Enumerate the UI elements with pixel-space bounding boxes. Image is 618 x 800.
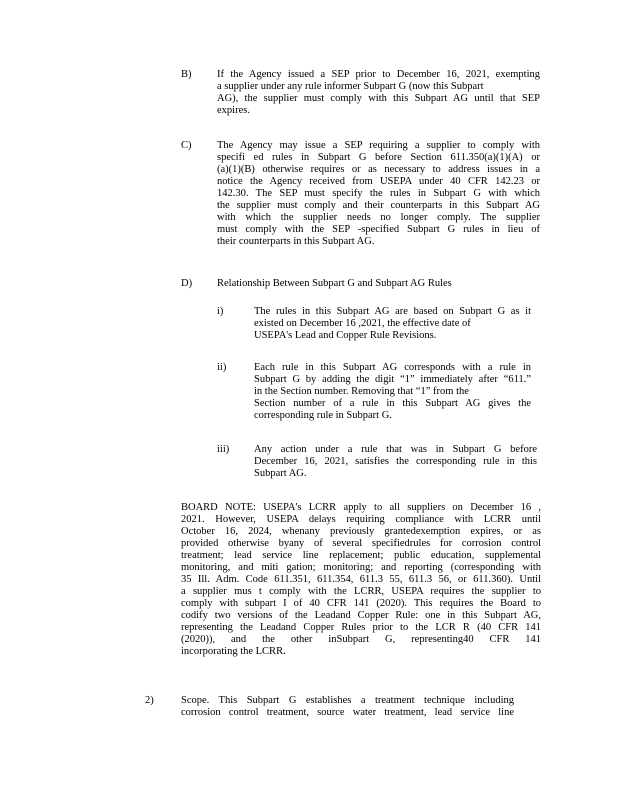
text-line: (a)(1)(B) otherwise requires or as necessary to address issues in a <box>217 164 540 175</box>
text-line: provided otherwise byany of several specifiedrules for corrosion control <box>181 538 541 549</box>
text-line: Each rule in this Subpart AG corresponds with a rule in <box>254 362 531 373</box>
text-line: incorporating the LCRR. <box>181 646 286 657</box>
subitem-label: ii) <box>217 362 227 373</box>
subitem-text <box>254 306 531 342</box>
text-line: representing the Leadand Copper Rules prior to the LCR R (40 CFR 141 <box>181 622 541 633</box>
text-line: a supplier under any rule informer Subpart G (now this Subpart <box>217 81 484 92</box>
text-line: BOARD NOTE: USEPA's LCRR apply to all suppliers on December 16 , <box>181 502 541 513</box>
text-line: treatment; lead service line replacement; public education, supplemental <box>181 550 541 561</box>
subitem-label: iii) <box>217 444 230 455</box>
heading-line: Relationship Between Subpart G and Subpart AG Rules <box>217 278 452 289</box>
item-heading <box>217 278 485 290</box>
text-line: codify two versions of the Leadand Copper Rule: one in this Subpart AG, <box>181 610 541 621</box>
board-note <box>181 502 541 658</box>
text-line: their counterparts in this Subpart AG. <box>217 236 375 247</box>
text-line: 142.30. The SEP must specify the rules in Subpart G with which <box>217 188 540 199</box>
text-line: 35 Ill. Adm. Code 611.351, 611.354, 611.3 55, 611.3 56, or 611.360). Until <box>181 574 541 585</box>
subitem-text <box>254 444 537 480</box>
item-text <box>217 140 540 248</box>
text-line: corresponding rule in Subpart G. <box>254 410 392 421</box>
section-label: 2) <box>145 695 154 706</box>
text-line: USEPA's Lead and Copper Rule Revisions. <box>254 330 437 341</box>
text-line: Section number of a rule in this Subpart AG gives the <box>254 398 531 409</box>
subitem-label: i) <box>217 306 224 317</box>
item-label: D) <box>181 278 193 289</box>
text-line: with which the supplier needs no longer comply. The supplier <box>217 212 540 223</box>
text-line: The Agency may issue a SEP requiring a supplier to comply with <box>217 140 540 151</box>
text-line: 2021. However, USEPA delays requiring compliance with LCRR until <box>181 514 541 525</box>
text-line: notice the Agency received from USEPA under 40 CFR 142.23 or <box>217 176 540 187</box>
text-line: expires. <box>217 105 250 116</box>
text-line: Subpart G by adding the digit “1” immediately after “611.” <box>254 374 531 385</box>
text-line: existed on December 16 ,2021, the effective date of <box>254 318 471 329</box>
text-line: December 16, 2021, satisfies the corresponding rule in this <box>254 456 537 467</box>
text-line: monitoring, and miti gation; monitoring; and reporting (corresponding with <box>181 562 541 573</box>
item-label: C) <box>181 140 192 151</box>
text-line: Subpart AG. <box>254 468 307 479</box>
text-line: If the Agency issued a SEP prior to December 16, 2021, exempting <box>217 69 540 80</box>
text-line: comply with subpart I of 40 CFR 141 (2020). This requires the Board to <box>181 598 541 609</box>
item-label: B) <box>181 69 192 80</box>
text-line: a supplier mus t comply with the LCRR, USEPA requires the supplier to <box>181 586 541 597</box>
text-line: AG), the supplier must comply with this Subpart AG until that SEP <box>217 93 540 104</box>
text-line: Scope. This Subpart G establishes a treatment technique including <box>181 695 514 706</box>
text-line: specifi ed rules in Subpart G before Section 611.350(a)(1)(A) or <box>217 152 540 163</box>
section-text <box>181 695 514 719</box>
text-line: October 16, 2024, whenany previously grantedexemption expires, or as <box>181 526 541 537</box>
text-line: corrosion control treatment, source water treatment, lead service line <box>181 707 514 718</box>
subitem-text <box>254 362 531 422</box>
text-line: The rules in this Subpart AG are based on Subpart G as it <box>254 306 531 317</box>
text-line: the supplier must comply and their counterparts in this Subpart AG <box>217 200 540 211</box>
text-line: Any action under a rule that was in Subpart G before <box>254 444 537 455</box>
item-text <box>217 69 540 117</box>
text-line: (2020)), and the other inSubpart G, representing40 CFR 141 <box>181 634 541 645</box>
text-line: must comply with the SEP -specified Subpart G rules in lieu of <box>217 224 540 235</box>
text-line: in the Section number. Removing that “1” from the <box>254 386 469 397</box>
